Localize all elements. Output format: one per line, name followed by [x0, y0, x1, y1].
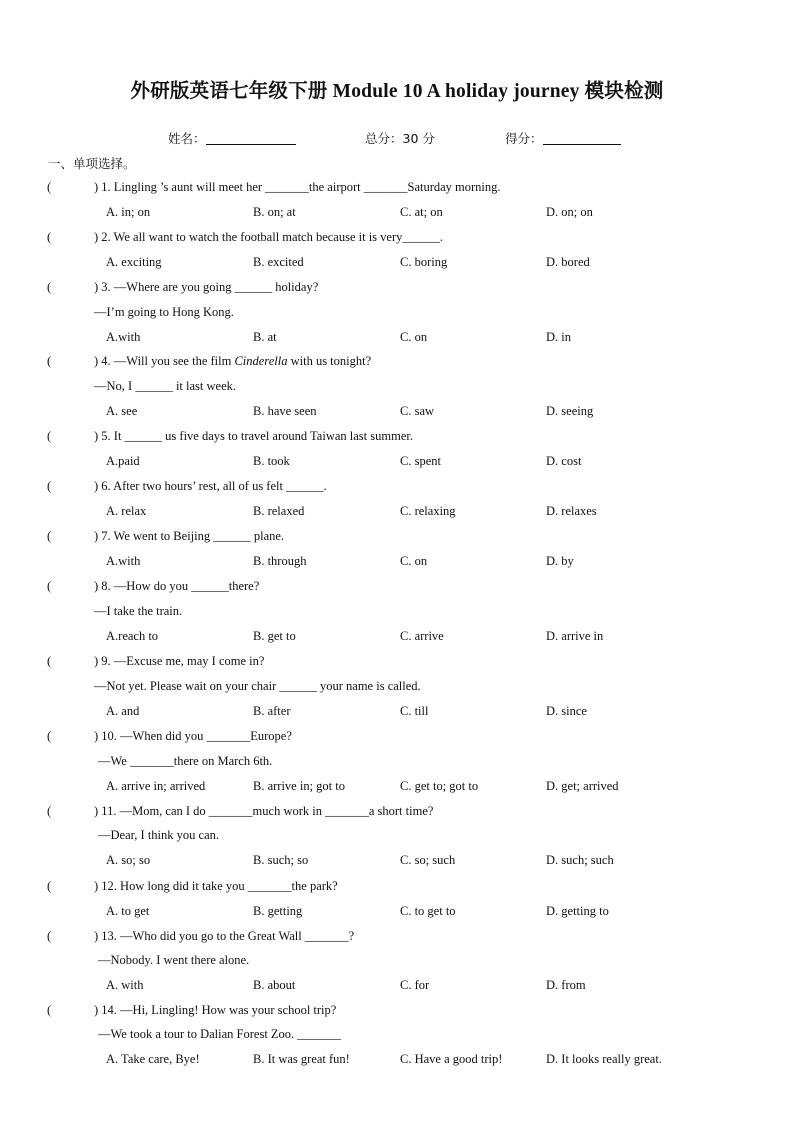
- answer-paren[interactable]: (: [47, 929, 52, 943]
- option-d[interactable]: D. such; such: [546, 853, 614, 867]
- question-stem: ) 7. We went to Beijing ______ plane.: [94, 529, 285, 543]
- option-c[interactable]: C. relaxing: [400, 504, 456, 518]
- option-d[interactable]: D. on; on: [546, 205, 593, 219]
- option-d[interactable]: D. relaxes: [546, 504, 597, 518]
- question-stem: ) 14. —Hi, Lingling! How was your school trip?: [94, 1003, 337, 1017]
- dialog-reply: —I’m going to Hong Kong.: [94, 305, 234, 319]
- answer-paren[interactable]: (: [47, 354, 52, 368]
- option-a[interactable]: A.paid: [106, 454, 140, 468]
- question-stem-part: with us tonight?: [287, 354, 372, 368]
- dialog-reply: —Nobody. I went there alone.: [98, 953, 250, 967]
- option-c[interactable]: C. arrive: [400, 629, 444, 643]
- option-c[interactable]: C. to get to: [400, 904, 456, 918]
- answer-paren[interactable]: (: [47, 479, 52, 493]
- option-c[interactable]: C. spent: [400, 454, 441, 468]
- option-b[interactable]: B. have seen: [253, 404, 317, 418]
- option-a[interactable]: A. arrive in; arrived: [106, 779, 206, 793]
- option-c[interactable]: C. at; on: [400, 205, 443, 219]
- answer-paren[interactable]: (: [47, 230, 52, 244]
- option-a[interactable]: A. in; on: [106, 205, 151, 219]
- dialog-reply: —We took a tour to Dalian Forest Zoo. _______: [98, 1027, 342, 1041]
- option-a[interactable]: A. Take care, Bye!: [106, 1052, 200, 1066]
- question-stem: ) 8. —How do you ______there?: [94, 579, 260, 593]
- total-label: 总分：30 分: [365, 131, 435, 146]
- option-d[interactable]: D. from: [546, 978, 586, 992]
- option-c[interactable]: C. boring: [400, 255, 448, 269]
- score-blank[interactable]: [543, 131, 621, 145]
- answer-paren[interactable]: (: [47, 654, 52, 668]
- name-label: 姓名：: [168, 131, 206, 146]
- dialog-reply: —I take the train.: [94, 604, 183, 618]
- question-stem: ) 12. How long did it take you _______the park?: [94, 879, 338, 893]
- option-b[interactable]: B. arrive in; got to: [253, 779, 345, 793]
- option-c[interactable]: C. till: [400, 704, 429, 718]
- option-d[interactable]: D. seeing: [546, 404, 594, 418]
- option-b[interactable]: B. relaxed: [253, 504, 305, 518]
- option-c[interactable]: C. so; such: [400, 853, 456, 867]
- option-b[interactable]: B. such; so: [253, 853, 309, 867]
- option-c[interactable]: C. on: [400, 554, 428, 568]
- name-blank[interactable]: [206, 131, 296, 145]
- option-b[interactable]: B. It was great fun!: [253, 1052, 350, 1066]
- option-b[interactable]: B. after: [253, 704, 291, 718]
- option-c[interactable]: C. Have a good trip!: [400, 1052, 503, 1066]
- answer-paren[interactable]: (: [47, 180, 52, 194]
- option-d[interactable]: D. arrive in: [546, 629, 604, 643]
- film-title: Cinderella: [234, 354, 288, 368]
- answer-paren[interactable]: (: [47, 1003, 52, 1017]
- option-a[interactable]: A. exciting: [106, 255, 162, 269]
- option-b[interactable]: B. through: [253, 554, 307, 568]
- question-stem: ) 10. —When did you _______Europe?: [94, 729, 292, 743]
- question-stem: ) 9. —Excuse me, may I come in?: [94, 654, 265, 668]
- question-stem: ) 13. —Who did you go to the Great Wall _______?: [94, 929, 355, 943]
- option-b[interactable]: B. took: [253, 454, 290, 468]
- answer-paren[interactable]: (: [47, 579, 52, 593]
- dialog-reply: —We _______there on March 6th.: [98, 754, 273, 768]
- question-stem: ) 6. After two hours’ rest, all of us felt ______.: [94, 479, 327, 493]
- option-b[interactable]: B. at: [253, 330, 277, 344]
- dialog-reply: —No, I ______ it last week.: [94, 379, 236, 393]
- option-a[interactable]: A.reach to: [106, 629, 159, 643]
- option-d[interactable]: D. get; arrived: [546, 779, 619, 793]
- answer-paren[interactable]: (: [47, 879, 52, 893]
- option-d[interactable]: D. by: [546, 554, 574, 568]
- question-stem: ) 2. We all want to watch the football match because it is very______.: [94, 230, 444, 244]
- question-stem: [94, 354, 371, 369]
- option-c[interactable]: C. get to; got to: [400, 779, 479, 793]
- question-stem: ) 3. —Where are you going ______ holiday?: [94, 280, 319, 294]
- question-stem: ) 5. It ______ us five days to travel around Taiwan last summer.: [94, 429, 413, 443]
- total-score: [365, 129, 435, 147]
- question-stem: ) 11. —Mom, can I do _______much work in _______a short time?: [94, 804, 434, 818]
- option-c[interactable]: C. for: [400, 978, 430, 992]
- option-d[interactable]: D. since: [546, 704, 587, 718]
- option-b[interactable]: B. about: [253, 978, 296, 992]
- option-b[interactable]: B. excited: [253, 255, 304, 269]
- option-a[interactable]: A. with: [106, 978, 144, 992]
- question-stem: ) 1. Lingling ’s aunt will meet her _______the airport _______Saturday morning.: [94, 180, 501, 194]
- question-stem-part: ) 4. —Will you see the film: [94, 354, 235, 368]
- option-b[interactable]: B. on; at: [253, 205, 296, 219]
- option-a[interactable]: A. so; so: [106, 853, 151, 867]
- dialog-reply: —Dear, I think you can.: [98, 828, 219, 842]
- section-title: 一、单项选择。: [48, 156, 136, 171]
- option-a[interactable]: A. to get: [106, 904, 150, 918]
- dialog-reply: —Not yet. Please wait on your chair ______ your name is called.: [94, 679, 421, 693]
- answer-paren[interactable]: (: [47, 729, 52, 743]
- answer-paren[interactable]: (: [47, 280, 52, 294]
- name-field: [168, 129, 296, 147]
- option-b[interactable]: B. getting: [253, 904, 303, 918]
- answer-paren[interactable]: (: [47, 429, 52, 443]
- answer-paren[interactable]: (: [47, 804, 52, 818]
- page-title: 外研版英语七年级下册 Module 10 A holiday journey 模块检测: [130, 81, 664, 102]
- score-field: [505, 129, 621, 147]
- option-d[interactable]: D. bored: [546, 255, 590, 269]
- option-b[interactable]: B. get to: [253, 629, 296, 643]
- option-c[interactable]: C. saw: [400, 404, 435, 418]
- option-a[interactable]: A. and: [106, 704, 140, 718]
- option-d[interactable]: D. cost: [546, 454, 582, 468]
- answer-paren[interactable]: (: [47, 529, 52, 543]
- option-d[interactable]: D. getting to: [546, 904, 609, 918]
- option-a[interactable]: A. see: [106, 404, 138, 418]
- option-c[interactable]: C. on: [400, 330, 428, 344]
- score-label: 得分：: [505, 131, 543, 146]
- option-d[interactable]: D. It looks really great.: [546, 1052, 662, 1066]
- option-a[interactable]: A.with: [106, 554, 141, 568]
- option-d[interactable]: D. in: [546, 330, 571, 344]
- option-a[interactable]: A. relax: [106, 504, 147, 518]
- option-a[interactable]: A.with: [106, 330, 141, 344]
